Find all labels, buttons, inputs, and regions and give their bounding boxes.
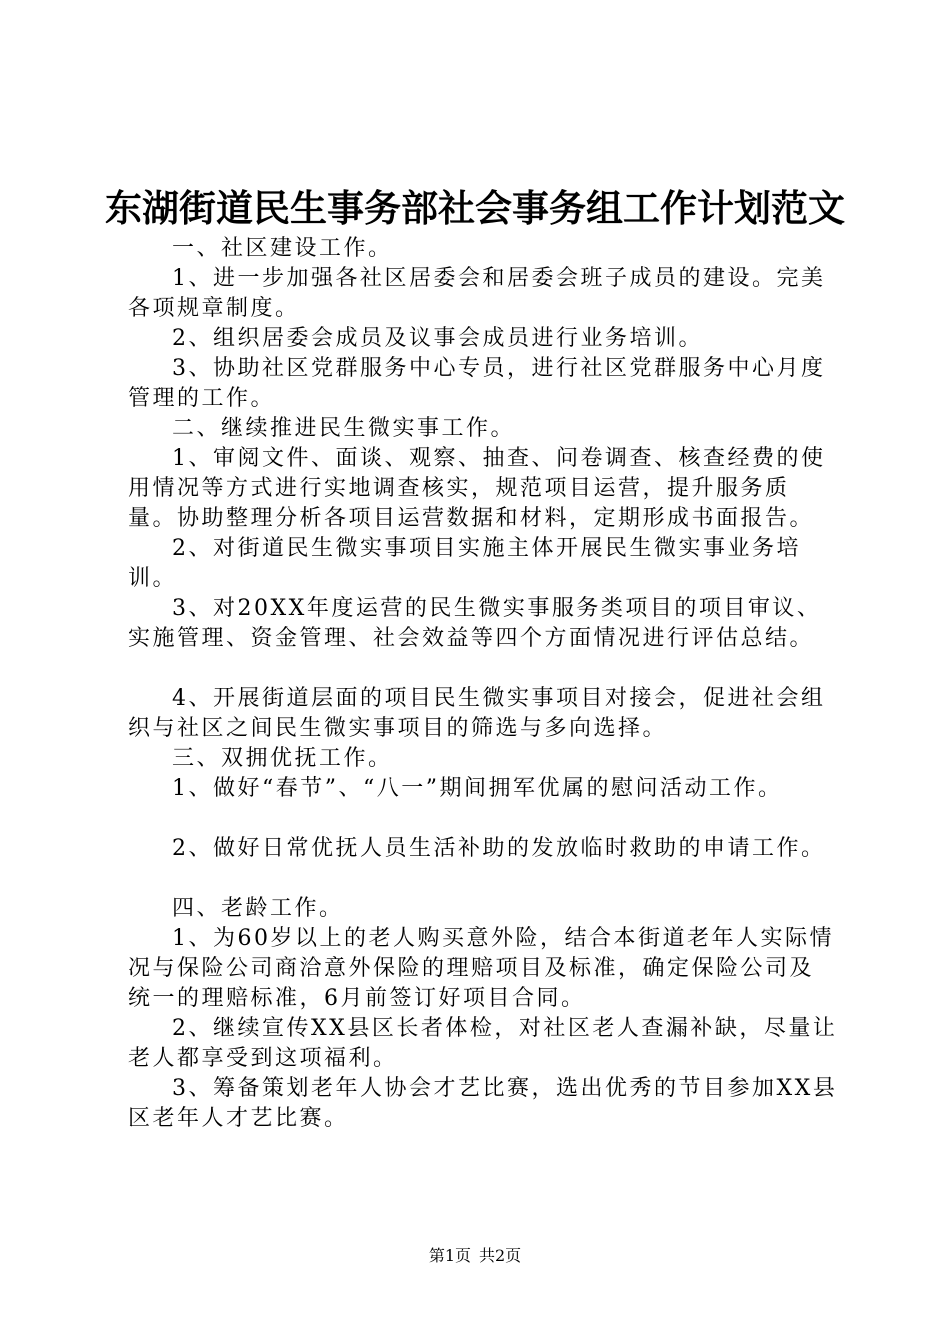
paragraph: 2、继续宣传XX县区长者体检，对社区老人查漏补缺，尽量让老人都享受到这项福利。 (128, 1016, 838, 1071)
paragraph: 1、进一步加强各社区居委会和居委会班子成员的建设。完美各项规章制度。 (128, 266, 826, 321)
paragraph: 1、为60岁以上的老人购买意外险，结合本街道老年人实际情况与保险公司商洽意外保险的理赔项目及标准，确定保险公司及统一的理赔标准，6月前签订好项目合同。 (128, 926, 834, 1011)
document-title: 东湖街道民生事务部社会事务组工作计划范文 (105, 186, 845, 230)
page-number-total: 共2页 (479, 1246, 522, 1265)
section-heading-3: 三、双拥优抚工作。 (172, 746, 393, 771)
section-heading-1: 一、社区建设工作。 (172, 236, 393, 261)
page-footer (0, 1246, 950, 1266)
page-number-current: 第1页 (428, 1246, 471, 1265)
paragraph: 2、对街道民生微实事项目实施主体开展民生微实事业务培训。 (128, 536, 801, 591)
paragraph: 3、协助社区党群服务中心专员，进行社区党群服务中心月度管理的工作。 (128, 356, 826, 411)
document-body (128, 234, 838, 1134)
paragraph: 2、组织居委会成员及议事会成员进行业务培训。 (172, 326, 703, 351)
section-heading-2: 二、继续推进民生微实事工作。 (172, 416, 516, 441)
paragraph: 4、开展街道层面的项目民生微实事项目对接会，促进社会组织与社区之间民生微实事项目的筛选与多向选择。 (128, 686, 826, 741)
paragraph: 3、筹备策划老年人协会才艺比赛，选出优秀的节目参加XX县区老年人才艺比赛。 (128, 1076, 838, 1131)
paragraph: 1、审阅文件、面谈、观察、抽查、问卷调查、核查经费的使用情况等方式进行实地调查核实，规范项目运营，提升服务质量。协助整理分析各项目运营数据和材料，定期形成书面报告。 (128, 446, 826, 531)
paragraph: 3、对20XX年度运营的民生微实事服务类项目的项目审议、实施管理、资金管理、社会效益等四个方面情况进行评估总结。 (128, 596, 822, 651)
paragraph: 2、做好日常优抚人员生活补助的发放临时救助的申请工作。 (172, 836, 826, 861)
section-heading-4: 四、老龄工作。 (172, 896, 344, 921)
paragraph: 1、做好“春节”、“八一”期间拥军优属的慰问活动工作。 (172, 776, 783, 801)
